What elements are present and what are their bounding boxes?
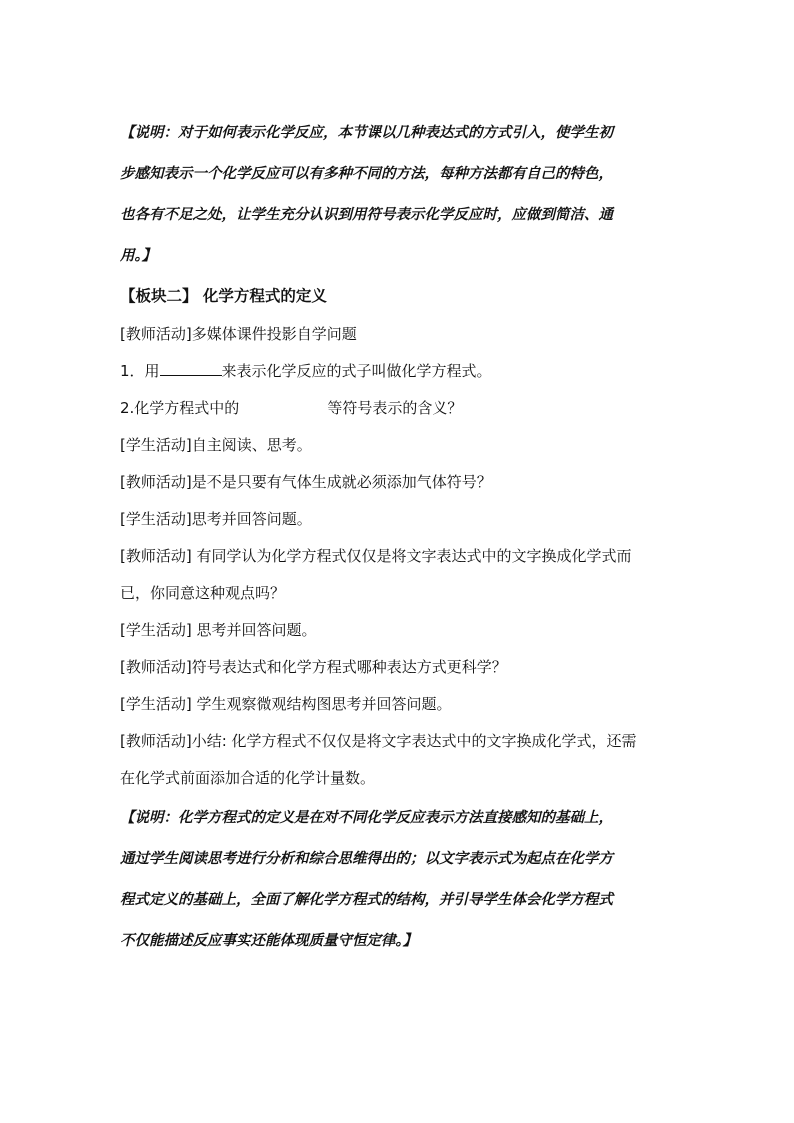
question-2-suffix: 等符号表示的含义？ [327, 399, 463, 417]
note-line: 不仅能描述反应事实还能体现质量守恒定律。】 [120, 932, 418, 949]
teacher-activity-5-line-1: [教师活动]小结: 化学方程式不仅仅是将文字表达式中的文字换成化学式，还需 [120, 732, 637, 750]
teacher-activity-3-line-1: [教师活动] 有同学认为化学方程式仅仅是将文字表达式中的文字换成化学式而 [120, 547, 632, 565]
student-activity-3: [学生活动] 思考并回答问题。 [120, 621, 317, 639]
question-1-prefix: 1．用 [120, 362, 160, 380]
teacher-activity-5-line-2: 在化学式前面添加合适的化学计量数。 [120, 769, 376, 787]
section-heading: 【板块二】 化学方程式的定义 [120, 287, 327, 305]
teacher-activity-3-line-2: 已，你同意这种观点吗？ [120, 584, 286, 602]
note-block-1 [120, 112, 680, 276]
question-2-prefix: 2.化学方程式中的 [120, 399, 240, 417]
note-line: 步感知表示一个化学反应可以有多种不同的方法，每种方法都有自己的特色， [120, 165, 613, 182]
question-1 [120, 353, 680, 390]
teacher-activity-1: [教师活动]多媒体课件投影自学问题 [120, 325, 357, 343]
question-1-suffix: 来表示化学反应的式子叫做化学方程式。 [221, 362, 492, 380]
teacher-activity-4: [教师活动]符号表达式和化学方程式哪种表达方式更科学？ [120, 658, 507, 676]
student-activity-4: [学生活动] 学生观察微观结构图思考并回答问题。 [120, 695, 452, 713]
fill-blank-line [160, 361, 222, 376]
student-activity-2: [学生活动]思考并回答问题。 [120, 510, 312, 528]
student-activity-1: [学生活动]自主阅读、思考。 [120, 436, 312, 454]
document-page [120, 112, 680, 961]
note-line: 【说明：对于如何表示化学反应，本节课以几种表达式的方式引入，使学生初 [120, 124, 613, 141]
note-line: 通过学生阅读思考进行分析和综合思维得出的；以文字表示式为起点在化学方 [120, 850, 613, 867]
note-line: 程式定义的基础上，全面了解化学方程式的结构，并引导学生体会化学方程式 [120, 891, 613, 908]
note-line: 【说明：化学方程式的定义是在对不同化学反应表示方法直接感知的基础上， [120, 809, 613, 826]
note-line: 用。】 [120, 247, 157, 264]
note-block-2 [120, 797, 680, 961]
question-2 [120, 390, 680, 427]
teacher-activity-2: [教师活动]是不是只要有气体生成就必须添加气体符号？ [120, 473, 492, 491]
note-line: 也各有不足之处，让学生充分认识到用符号表示化学反应时，应做到简洁、通 [120, 206, 613, 223]
